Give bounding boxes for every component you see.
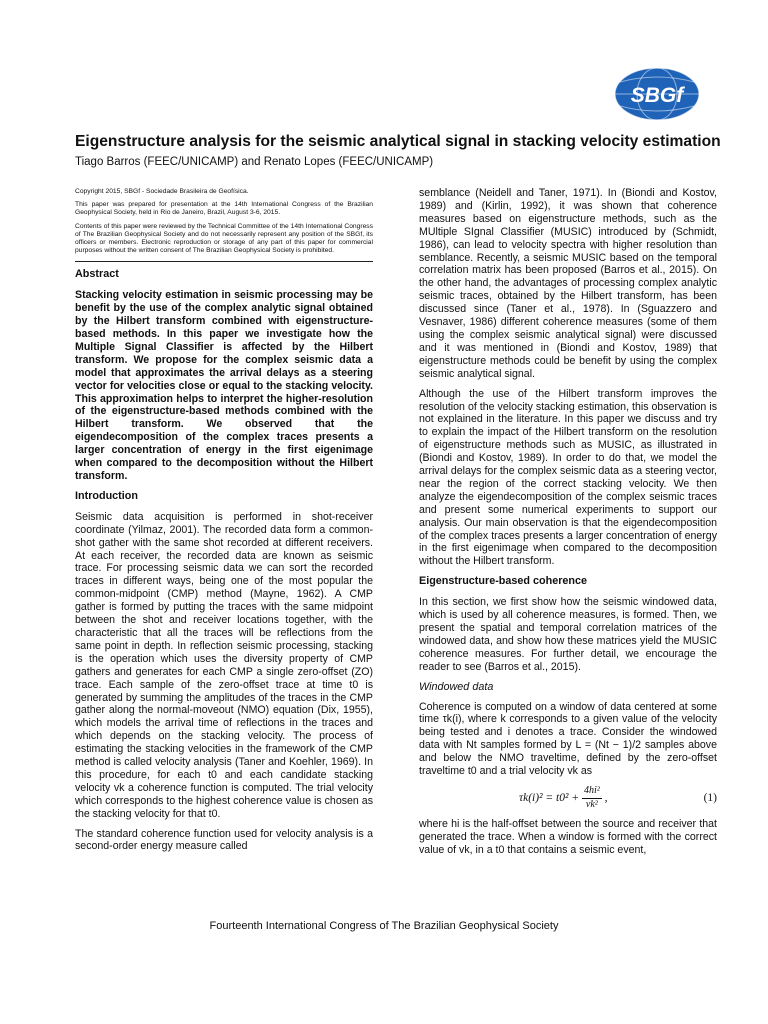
- equation-number: (1): [703, 791, 717, 804]
- eigen-paragraph-1: In this section, we first show how the seismic windowed data, which is used by all coherence measures, is formed. Then, we present the spatial and temporal correlation matrices of the windowed data, and show how these matrices yield the MUSIC coherence measures. For further detail, we encourage the reader to see (Barros et al., 2015).: [419, 596, 717, 673]
- page-footer: Fourteenth International Congress of The Brazilian Geophysical Society: [209, 920, 559, 932]
- equation-numerator: 4hi²: [582, 785, 602, 799]
- introduction-heading: Introduction: [75, 489, 138, 502]
- paper-title: Eigenstructure analysis for the seismic analytical signal in stacking velocity estimation: [75, 133, 721, 150]
- copyright-note: Copyright 2015, SBGf - Sociedade Brasileira de Geofísica.: [75, 188, 249, 195]
- equation-expression: [519, 785, 607, 812]
- intro-paragraph-2: The standard coherence function used for velocity analysis is a second-order energy measure called: [75, 827, 373, 853]
- abstract-heading: Abstract: [75, 268, 119, 281]
- logo-text: SBGf: [630, 84, 684, 107]
- equation-tail: ,: [604, 792, 608, 805]
- equation-lhs: τk(i)² = t0² +: [519, 792, 582, 805]
- abstract-text: Stacking velocity estimation in seismic processing may be benefit by the use of the complex analytic signal obtained by the Hilbert transform combined with eigenstructure-based methods. In this paper we investigate how the Multiple Signal Classifier is affected by the Hilbert transform. We propose for the complex seismic data a model that approximates the arrival delays as a steering vector for velocities close or equal to the stacking velocity. This approximation helps to interpret the higher-resolution of the eigenstructure-based methods combined with the Hilbert transform. We observed that the eigendecomposition of the complex traces presents a larger concentration of energy in the first eigenimage when compared to the decomposition without the Hilbert transform.: [75, 289, 373, 483]
- right-column: [419, 187, 717, 864]
- prepared-note: This paper was prepared for presentation at the 14th International Congress of the Brazilian Geophysical Society, held in Rio de Janeiro, Brazil, August 3-6, 2015.: [75, 201, 373, 217]
- section-divider: [75, 261, 373, 262]
- eigen-paragraph-2: Coherence is computed on a window of data centered at some time τk(i), where k corresponds to a given value of the velocity being tested and i denotes a trace. Consider the windowed data with Nt samples formed by L = (Nt − 1)/2 samples above and below the NMO traveltime, defined by the zero-offset traveltime t0 and a trial velocity vk as: [419, 700, 717, 778]
- globe-logo-icon: [612, 66, 702, 122]
- left-column: [75, 188, 373, 860]
- paper-authors: Tiago Barros (FEEC/UNICAMP) and Renato Lopes (FEEC/UNICAMP): [75, 156, 434, 168]
- intro-paragraph-3: semblance (Neidell and Taner, 1971). In (Biondi and Kostov, 1989) and (Kirlin, 1992), it was shown that coherence measures based on eigenstructure methods, such as the MUltiple SIgnal Classifier (MUSIC) introduced by (Schmidt, 1986), can lead to velocity spectra with higher resolution than semblance. Recently, a seismic MUSIC based on the temporal correlation matrix has been proposed (Barros et al., 2015). On the other hand, the advantages of processing complex analytic seismic traces, obtained by the Hilbert transform, has been discussed since (Taner et al., 1978). In (Sguazzero and Vesnaver, 1986) different coherence measures (some of them using the complex seismic analytical signal) were discussed and it was mentioned in (Biondi and Kostov, 1989) that eigenstructure methods could be benefit by using the complex seismic analytical signal.: [419, 187, 717, 380]
- intro-paragraph-1: Seismic data acquisition is performed in shot-receiver coordinate (Yilmaz, 2001). The recorded data form a common-shot gather with the same shot recorded at different receivers. At each receiver, the recorded data are known as seismic trace. For processing seismic data we can sort the recorded traces in different ways, being one of the most popular the common-midpoint (CMP) method (Mayne, 1962). A CMP gather is formed by putting the traces with the same midpoint between the shot and receiver locations together, with the characteristic that all the traces will be reflections from the same point in depth. In reflection seismic processing, stacking is the operation which uses the diversity property of CMP gathers and generates for each CMP a single zero-offset (ZO) trace. Each sample of the zero-offset trace at time t0 is generated by summing the amplitudes of the traces in the CMP gather along the normal-moveout (NMO) equation (Dix, 1955), which models the arrival time of reflections in the traces and which depends on the stacking velocity. The process of estimating the stacking velocities in the framework of the CMP method is called velocity analysis (Taner and Koehler, 1969). In this procedure, for each t0 and each candidate stacking velocity vk a coherence function is computed. The trial velocity which corresponds to the highest coherence value is chosen as the stacking velocity for that t0.: [75, 510, 373, 820]
- windowed-data-heading: Windowed data: [419, 680, 494, 693]
- equation-1: [419, 785, 717, 812]
- eigen-paragraph-3: where hi is the half-offset between the source and receiver that generated the trace. When a window is formed with the correct value of vk, in a t0 that contains a seismic event,: [419, 817, 717, 856]
- equation-fraction: [582, 785, 602, 812]
- review-note: Contents of this paper were reviewed by the Technical Committee of the 14th International Congress of The Brazilian Geophysical Society and do not necessarily represent any position of the SBGf, its officers or members. Electronic reproduction or storage of any part of this paper for commercial purposes without the written consent of The Brazilian Geophysical Society is prohibited.: [75, 222, 373, 255]
- eigen-heading: Eigenstructure-based coherence: [419, 575, 588, 588]
- equation-denominator: vk²: [585, 798, 598, 810]
- intro-paragraph-4: Although the use of the Hilbert transform improves the resolution of the velocity stacking estimation, this observation is not explained in the literature. In this paper we discuss and try to explain the impact of the Hilbert transform on the resolution of eigenstructure methods such as MUSIC, as illustrated in (Biondi and Kostov, 1989). In order to do that, we model the arrival delays for the complex seismic data as a steering vector, near the region of the correct stacking velocity. We then analyze the eigendecomposition of the complex seismic traces and present some numerical experiments to support our analysis. Our main observation is that the eigendecomposition of the complex traces presents a larger concentration of energy in the first eigenimage when compared to the decomposition without the Hilbert transform.: [419, 387, 717, 568]
